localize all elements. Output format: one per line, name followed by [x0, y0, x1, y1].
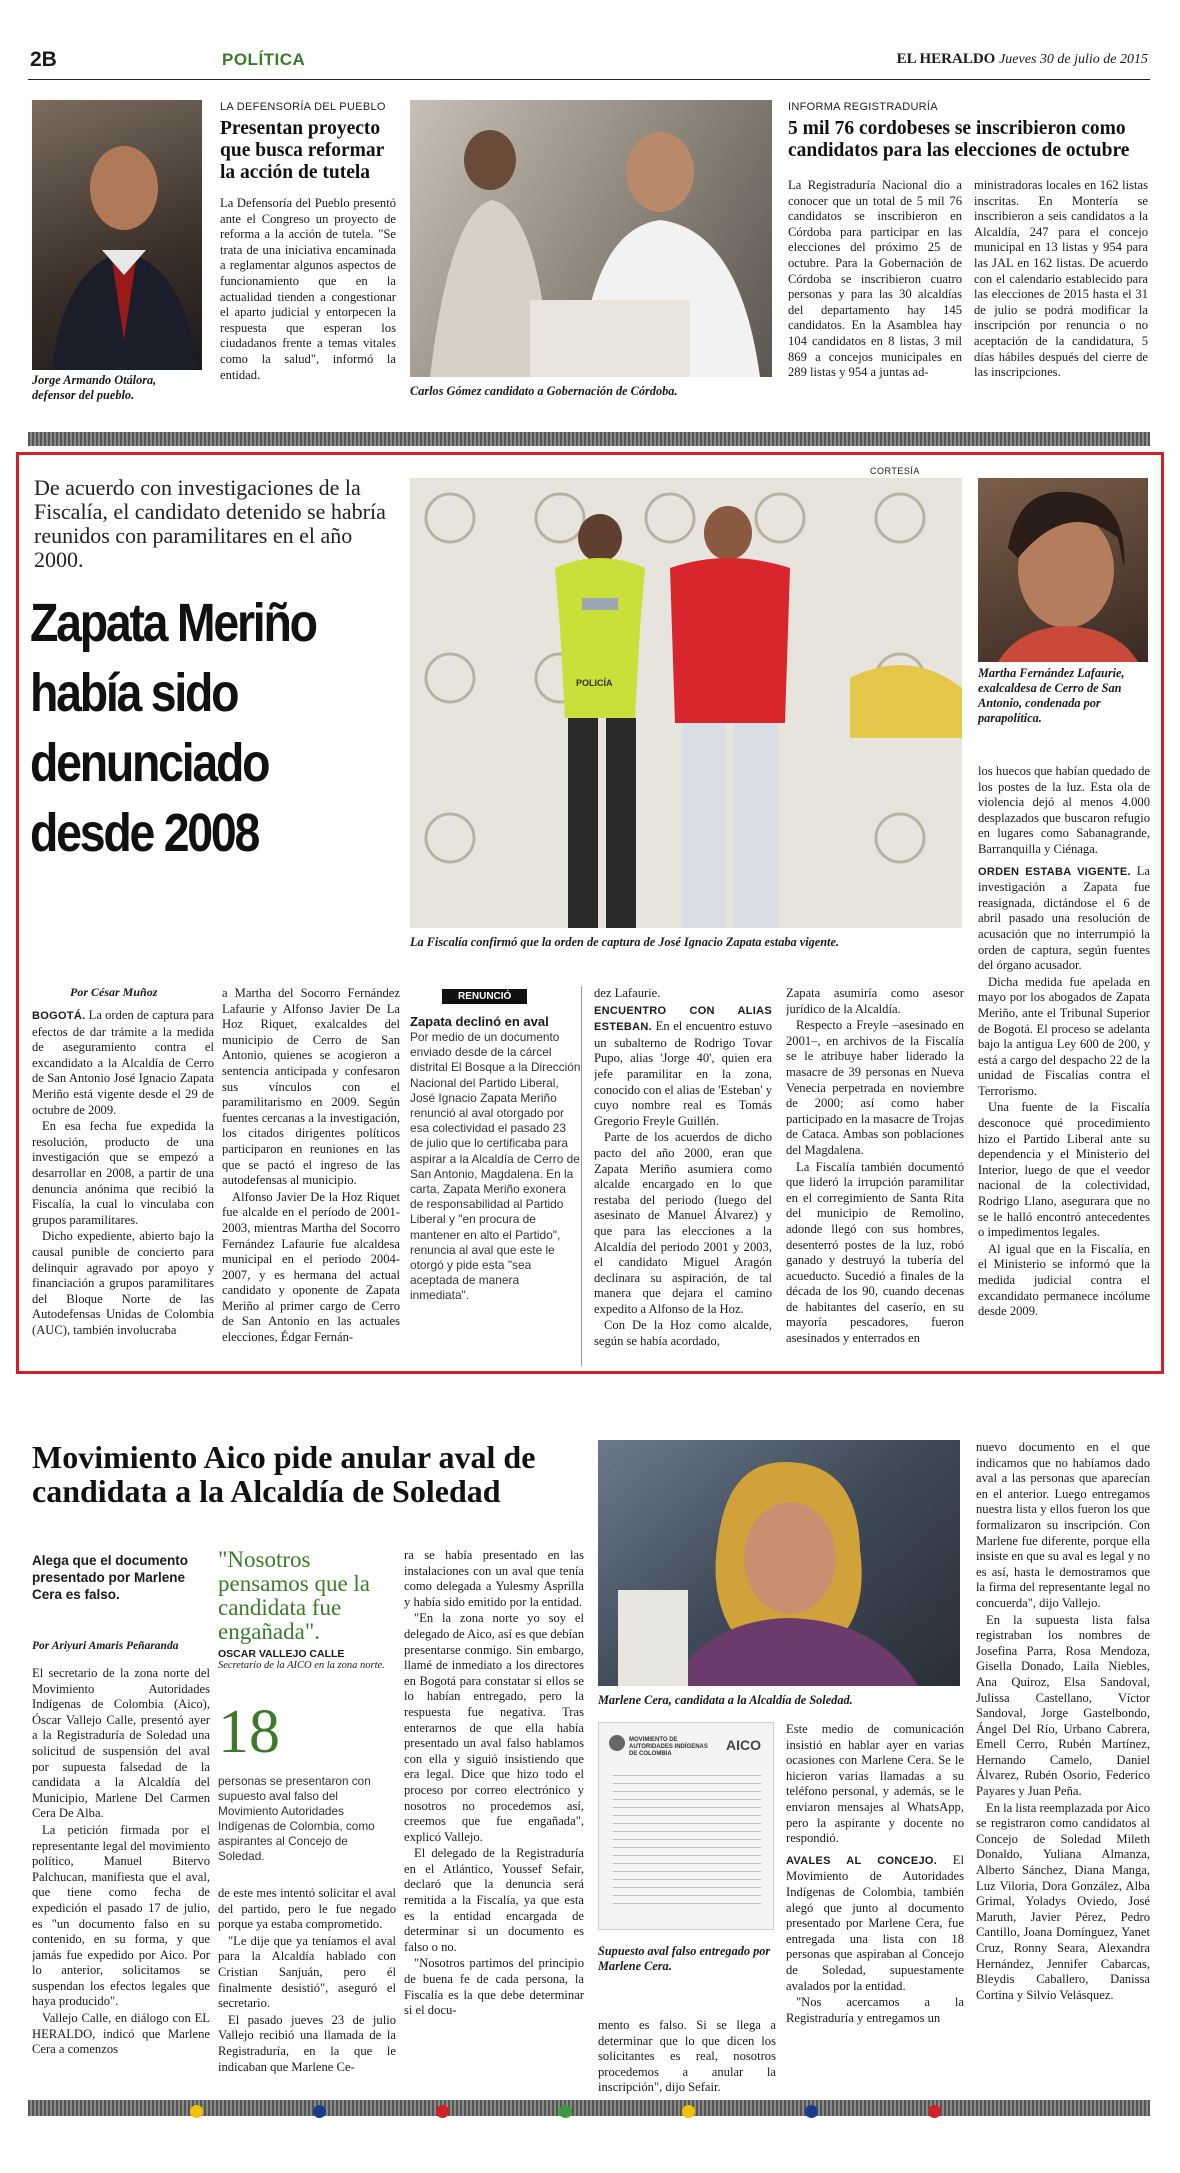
color-dot — [559, 2105, 572, 2118]
marlene-photo — [598, 1440, 960, 1686]
zapata-photo-caption: La Fiscalía confirmó que la orden de captura de José Ignacio Zapata estaba vigente. — [410, 935, 839, 949]
headline-line: denunciado — [30, 733, 269, 793]
color-dot — [682, 2105, 695, 2118]
aico-col1: El secretario de la zona norte del Movimiento Autoridades Indígenas de Colombia (Aico), Óscar Vallejo Calle, presentó ayer a la Registraduría de Soledad una solicitud de suspensión del aval por supuesta falsedad de la candidata a la Alcaldía del Municipio, Marlene Del Carmen Cera De Alba. La petición firmada por el representante legal del movimiento político, Manuel Bitervo Palchucan, manifiesta que el aval, que tiene como fecha de expedición el pasado 17 de julio, es "un documento falso en su contenido, en su forma, y que jamás fue expedido por Aico. Por lo anterior, solicitamos se suspendan los efectos legales que haya producido". Vallejo Calle, en diálogo con EL HERALDO, indicó que Marlene Cera a comenzos — [32, 1666, 210, 2057]
aico-deck: Alega que el documento presentado por Marlene Cera es falso. — [32, 1553, 189, 1602]
woman-portrait-icon — [978, 478, 1148, 662]
quote-text: "Nosotros pensamos que la candidata fue engañada". — [218, 1547, 371, 1644]
color-dot — [436, 2105, 449, 2118]
page-header — [28, 46, 1150, 80]
martha-photo — [978, 478, 1148, 662]
pull-quote — [218, 1548, 396, 1671]
martha-caption: Martha Fernández Lafaurie, exalcaldesa de Cerro de San Antonio, condenada por parapolítica. — [978, 666, 1125, 725]
quote-name: OSCAR VALLEJO CALLE — [218, 1648, 345, 1660]
photo-credit: CORTESÍA — [870, 466, 920, 476]
aico-headline: Movimiento Aico pide anular aval de candidata a la Alcaldía de Soledad — [32, 1439, 536, 1509]
tutela-kicker: LA DEFENSORÍA DEL PUEBLO — [220, 101, 386, 113]
zapata-deck: De acuerdo con investigaciones de la Fiscalía, el candidato detenido se habría reunidos con paramilitares en el año 2000. — [34, 475, 386, 572]
zapata-byline — [70, 985, 157, 1000]
footer-color-dots — [190, 2102, 1051, 2120]
aico-col6: nuevo documento en el que indicamos que no habíamos dado aval a las personas que aparecían en el anterior. Luego entregamos nuestra lista y ellos fueron los que formalizaron su inscripción. Con Marlene fue diferente, porque ella insiste en que su aval es legal y no es así, hasta le demostramos que la firma del representante legal no concuerda", dijo Vallejo. En la supuesta lista falsa registraban los nombres de Josefina Parra, Rosa Mendoza, Gisella Donado, Laila Niebles, Ana Quiroz, Elsa Sandoval, Julissa Castellano, Víctor Sandoval, Jorge Gastelbondo, Ángel Del Río, Urbano Cabrera, Emell Cerro, Rubén Martínez, Hernando Camelo, Daniel Álvarez, Rubén Osorio, Federico Payares y Juan Peña. En la lista reemplazada por Aico se registraron como candidatos al Concejo de Soledad Mileth Donaldo, Yuliana Almanza, Alberto Sánchez, Diana Manga, Luz Viloria, Dora González, Alba Grimal, Yoladys Oviedo, José Maruth, Javier Pérez, Pedro Cantillo, Joana Domínguez, Yanet Cruz, Ronny Seara, Alexandra Hernández, Jennifer Cabarcas, Bleydis Caballero, Danissa Cortina y Silvio Velásquez. — [976, 1440, 1150, 2002]
doc-logo-text: AICO — [726, 1737, 761, 1753]
registraduria-col2: ministradoras locales en 162 listas inscritas. En Montería se inscribieron a seis candidatos a la Alcaldía, 247 para el concejo municipal en 13 listas y 954 para las JAL en 162 listas. De acuerdo con el calendario establecido para las elecciones de 2015 hasta el 31 de julio se podrá modificar la inscripción por renuncia o no aceptación de la candidatura, 5 días hábiles después del cierre de las inscripciones. — [974, 178, 1148, 380]
otalora-photo — [32, 100, 202, 370]
renuncio-sidebar — [410, 986, 582, 1366]
stat-number: 18 — [218, 1698, 280, 1766]
aico-byline — [32, 1640, 178, 1652]
registraduria-headline: 5 mil 76 cordobeses se inscribieron como candidatos para las elecciones de octubre — [788, 118, 1130, 161]
dateline: BOGOTÁ. — [32, 1010, 86, 1022]
paper-name: EL HERALDO — [896, 51, 996, 67]
zapata-col1: BOGOTÁ. La orden de captura para efectos de dar trámite a la medida de aseguramiento contra el excandidato a la Alcaldía de Cerro de San Antonio José Ignacio Zapata Meriño está vigente desde el 29 de octubre de 2009. En esa fecha fue expedida la resolución, producto de una investigación que se empezó a desarrollar en 2008, a partir de una denuncia anónima que recibió la Fiscalía, la cual lo vinculaba con grupos paramilitares. Dicho expediente, abierto bajo la causal punible de concierto para delinquir agravado por apoyo y financiación a grupos paramilitares del Bloque Norte de las Autodefensas Unidas de Colombia (AUC), también involucraba — [32, 1008, 214, 1337]
byline-name: Ariyuri Amaris Peñaranda — [51, 1640, 179, 1652]
headline-line: desde 2008 — [30, 803, 259, 863]
color-dot — [313, 2105, 326, 2118]
sidebar-text: Por medio de un documento enviado desde de la cárcel distrital El Bosque a la Dirección Nacional del Partido Liberal, José Ignacio Zapata Meriño renunció al aval otorgado por esa colectividad el pasado 23 de julio que lo certificaba para aspirar a la Alcaldía de Cerro de San Antonio, Magdalena. En la carta, Zapata Meriño exonera de responsabilidad al Partido Liberal y "en procura de mantener en alto el Partido", renuncia al aval que este le otorgó y pide esta "sea aceptada de manera inmediata". — [410, 1030, 581, 1303]
candidate-signing-icon — [410, 100, 772, 377]
registraduria-col1: La Registraduría Nacional dio a conocer que un total de 5 mil 76 candidatos se inscribieron en Córdoba para participar en las elecciones del próximo 25 de octubre. Para la Gobernación de Córdoba se inscribieron cuatro personas y para las 30 alcaldías del departamento hay 145 candidatos. En la Asamblea hay 104 candidatos en 8 listas, 3 mil 869 a concejos municipales en 289 listas y 954 a juntas ad- — [788, 178, 962, 380]
headline-line: Zapata Meriño — [30, 593, 316, 653]
tutela-body: La Defensoría del Pueblo presentó ante el Congreso un proyecto de reforma a la acción de tutela. "Se trata de una iniciativa encaminada a reglamentar algunos aspectos de funcionamiento que en la actualidad tienden a congestionar el aparto judicial y entorpecen la respuesta que esperan los ciudadanos frente a temas vitales como la salud", informó la entidad. — [220, 196, 396, 382]
subhead: ENCUENTRO CON ALIAS ESTEBAN. — [594, 1004, 772, 1034]
quote-role: Secretario de la AICO en la zona norte. — [218, 1660, 385, 1671]
marlene-caption: Marlene Cera, candidata a la Alcaldía de Soledad. — [598, 1693, 853, 1707]
paper-date — [897, 51, 1148, 68]
person-figure-icon — [32, 100, 202, 370]
byline-prefix: Por — [70, 985, 88, 999]
sidebar-tag: RENUNCIÓ — [442, 989, 527, 1004]
sidebar-title: Zapata declinó en aval — [410, 1014, 549, 1029]
aico-col2: de este mes intentó solicitar el aval del partido, pero le fue negado porque ya estaba comprometido. "Le dije que ya teníamos el aval para la Alcaldía hablado con Cristian Sanjuán, pero él finalmente desistió", aseguró el secretario. El pasado jueves 23 de julio Vallejo recibió una llamada de la Registraduría, en la que le indicaban que Marlene Ce- — [218, 1886, 396, 2074]
subhead: AVALES AL CONCEJO. — [786, 1854, 938, 1867]
gomez-caption: Carlos Gómez candidato a Gobernación de Córdoba. — [410, 384, 678, 398]
zapata-arrest-photo — [410, 478, 962, 928]
page-number: 2B — [30, 48, 57, 71]
divider-bar — [28, 432, 1150, 446]
byline-name: César Muñoz — [91, 985, 158, 999]
issue-date: Jueves 30 de julio de 2015 — [999, 52, 1148, 67]
doc-seal-icon — [609, 1735, 625, 1751]
aval-document-image — [598, 1722, 774, 1930]
registraduria-kicker: INFORMA REGISTRADURÍA — [788, 101, 938, 113]
doc-org-header: MOVIMIENTO DE AUTORIDADES INDÍGENAS DE COLOMBIA — [629, 1737, 708, 1757]
color-dot — [805, 2105, 818, 2118]
byline-prefix: Por — [32, 1640, 50, 1652]
headline-line: había sido — [30, 663, 238, 723]
zapata-col4: dez Lafaurie. ENCUENTRO CON ALIAS ESTEBAN. En el encuentro estuvo un subalterno de Rodrigo Tovar Pupo, alias 'Jorge 40', quien era jefe paramilitar en la zona, conocido con el alias de 'Esteban' y cuyo nombre real es Tomás Gregorio Freyle Guillén. Parte de los acuerdos de dicho pacto del año 2000, eran que Zapata Meriño asumiera como alcalde encargado en lo que restaba del periodo (luego del asesinato de Manuel Álvarez) y que para las elecciones a la Alcaldía del periodo 2001 y 2003, el candidato Miguel Aragón declinara su aspiración, de tal manera que dejara el camino expedito a Alfonso de la Hoz. Con De la Hoz como alcalde, según se había acordado, — [594, 986, 772, 1349]
stat-text: personas se presentaron con supuesto aval falso del Movimiento Autoridades Indígenas de Colombia, como aspirantes al Concejo de Soledad. — [218, 1774, 375, 1863]
tutela-headline: Presentan proyecto que busca reformar la acción de tutela — [220, 118, 384, 183]
police-vest-text: POLICÍA — [576, 678, 613, 688]
zapata-col6: los huecos que habían quedado de los postes de la luz. Esta ola de violencia dejó al menos 4.000 desplazados que buscaron refugio en lugares como Sabanagrande, Barranquilla y Ciénaga. ORDEN ESTABA VIGENTE. La investigación a Zapata fue reasignada, dictándose el 6 de abril pasado una resolución de acusación que no interrumpió la orden de captura, según fuentes del órgano acusador. Dicha medida fue apelada en mayo por los abogados de Zapata Meriño, ante el Tribunal Superior de Bogotá. El proceso se adelanta bajo la antigua Ley 600 de 200, y está a cargo del despacho 22 de la unidad de Fiscalías contra el Terrorismo. Una fuente de la Fiscalía desconoce qué procedimiento hizo el Partido Liberal ante su dependencia y el Ministerio del Interior, luego de que el veedor nacional de la colectividad, Rodrigo Llano, asegurara que no se le halló encontró antecedentes o impedimentos legales. Al igual que en la Fiscalía, en el Ministerio se informó que la medida judicial contra el excandidato permanece incólume desde 2009. — [978, 764, 1150, 1319]
aico-col3: ra se había presentado en las instalaciones con un aval que tenía como delegada a Yulesmy Asprilla y había sido emitido por la entidad. "En la zona norte yo soy el delegado de Aico, así es que debían presentarse conmigo. Sin embargo, llamé de inmediato a los directores en Bogotá para constatar si ellos se lo habían entregado, pero la respuesta fue negativa. Tras enterarnos de que ella había presentado un aval falso hablamos con ella y siguió insistiendo que era legal. Dice que hizo todo el proceso por correo electrónico y nosotros no procedemos así, creemos que fue engañada", explicó Vallejo. El delegado de la Registraduría en el Atlántico, Youssef Sefair, declaró que la denuncia será remitida a la Fiscalía, ya que esta es la entidad encargada de determinar si un documento es falso o no. "Nosotros partimos del principio de buena fe de cada persona, la Fiscalía es la que debe determinar si el docu- — [404, 1548, 584, 2018]
color-dot — [928, 2105, 941, 2118]
zapata-col2: a Martha del Socorro Fernández Lafaurie y Alfonso Javier De La Hoz Riquet, exalcaldes del municipio de Cerro de San Antonio, quienes se acogieron a sentencia anticipada y confesaron sus vínculos con el paramilitarismo en 2009. Según fuentes cercanas a la investigación, los citados dirigentes políticos participaron en reuniones en las que se pactó el ingreso de las autodefensas al municipio. Alfonso Javier De la Hoz Riquet fue alcalde en el período de 2001-2003, mientras Martha del Socorro Fernández Lafaurie fue alcaldesa municipal en el periodo 2004-2007, y es hermana del actual candidato y oponente de Zapata Meriño al primer cargo de Cerro de San Antonio en las actuales elecciones, Édgar Fernán- — [222, 986, 400, 1345]
zapata-headline — [30, 588, 357, 868]
document-caption: Supuesto aval falso entregado por Marlene Cera. — [598, 1944, 771, 1973]
aico-col5: Este medio de comunicación insistió en hablar ayer en varias ocasiones con Marlene Cera. Se le hicieron varias llamadas a su teléfono personal, y además, se le enviaron mensajes al WhatsApp, pero la aspirante y docente no respondió. AVALES AL CONCEJO. El Movimiento de Autoridades Indígenas de Colombia, también alegó que junto al documento presentado por Marlene Cera, fue entregada una lista con 18 personas que aspiraban al Concejo de Soledad, supuestamente avalados por la entidad. "Nos acercamos a la Registraduría y entregamos un — [786, 1722, 964, 2025]
subhead: ORDEN ESTABA VIGENTE. — [978, 865, 1131, 878]
fiscalia-backdrop-icon — [410, 478, 962, 928]
color-dot — [190, 2105, 203, 2118]
aico-col4: mento es falso. Si se llega a determinar que lo que dicen los solicitantes es real, nosotros procedemos a anular la inscripción", dijo Sefair. — [598, 2018, 776, 2095]
woman-portrait-icon — [598, 1440, 960, 1686]
zapata-col5: Zapata asumiría como asesor jurídico de la Alcaldía. Respecto a Freyle –asesinado en 2001–, en archivos de la Fiscalía se le atribuye haber liderado la masacre de 39 personas en Nueva Venecia perpetrada en noviembre de 2000; así como haber participado en la masacre de Trojas de Cataca. Ambas son poblaciones del Magdalena. La Fiscalía también documentó que lideró la irrupción paramilitar en el corregimiento de Santa Rita del municipio de Remolino, adonde llegó con sus hombres, desenterró postes de la luz, robó ganado y destruyó la tubería del acueducto. Sucedió a finales de la década de los 90, cuando decenas de habitantes del caserío, en su mayoría pescadores, fueron asesinados y enterrados en — [786, 986, 964, 1346]
doc-text-lines — [613, 1775, 761, 1905]
gomez-photo — [410, 100, 772, 377]
section-name: POLÍTICA — [222, 50, 306, 69]
otalora-caption: Jorge Armando Otálora, defensor del pueblo. — [32, 373, 157, 402]
